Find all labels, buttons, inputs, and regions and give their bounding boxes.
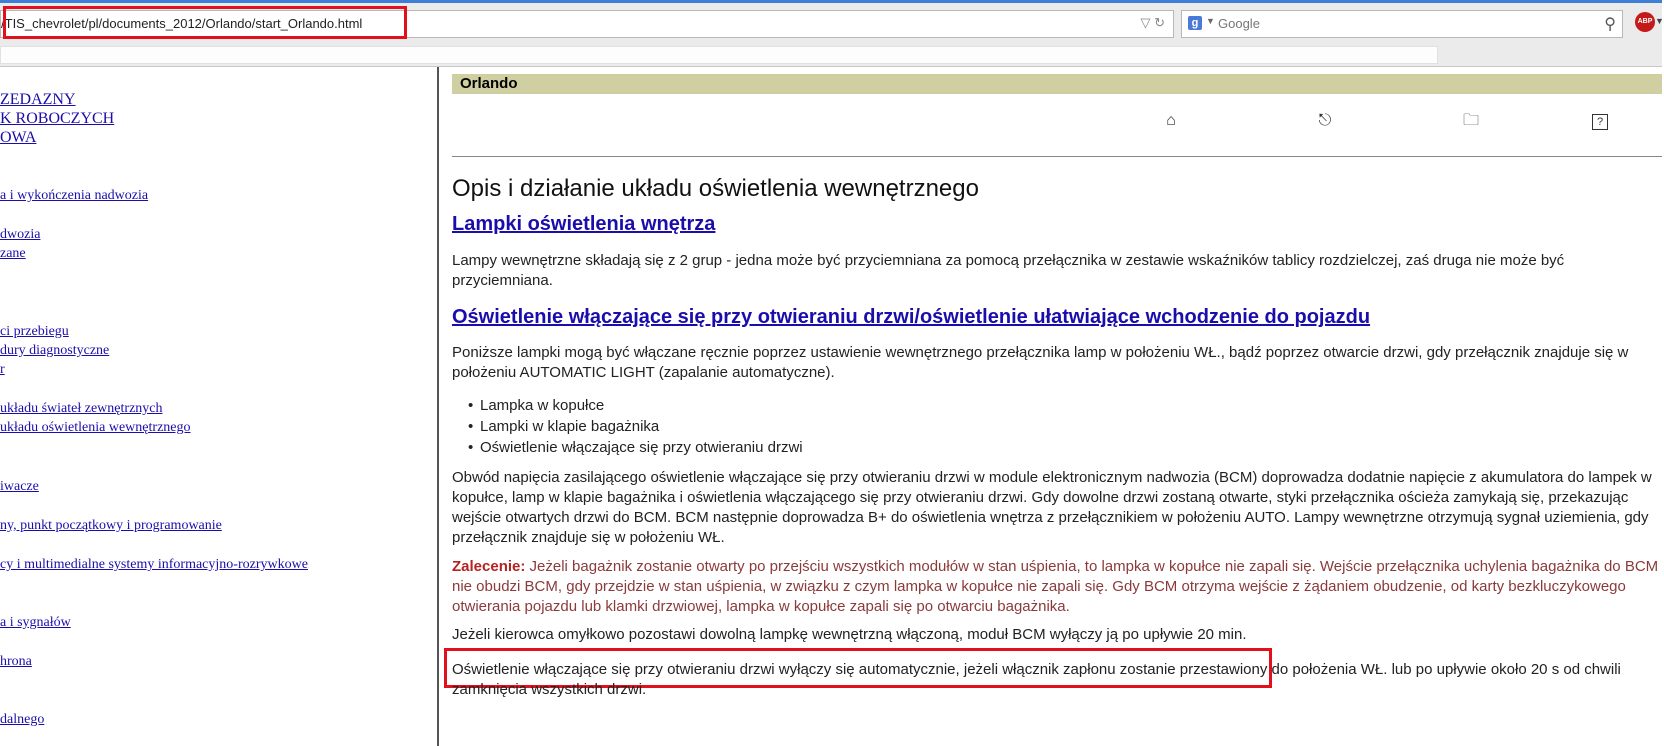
- paragraph: Lampy wewnętrzne składają się z 2 grup - jedna może być przyciemniana za pomocą przełącznika w zestawie wskaźników tablicy rozdzielczej, zaś druga nie może być przyciemniana.: [452, 252, 1565, 289]
- toc-link[interactable]: K ROBOCZYCH: [0, 110, 115, 127]
- document-title: Orlando: [460, 75, 518, 92]
- toc-link[interactable]: a i wykończenia nadwozia: [0, 188, 149, 203]
- toc-link[interactable]: ny, punkt początkowy i programowanie: [0, 518, 222, 533]
- list-item: • Lampka w kopułce: [468, 395, 803, 416]
- url-text: /TIS_chevrolet/pl/documents_2012/Orlando/start_Orlando.html: [1, 16, 363, 31]
- toc-link[interactable]: układu świateł zewnętrznych: [0, 401, 163, 416]
- paragraph: Poniższe lampki mogą być włączane ręcznie poprzez ustawienie wewnętrznego przełącznika lamp w położeniu WŁ., bądź poprzez otwarcie drzwi, gdy przełącznik znajduje się w położeniu AUTOMATIC LIGHT (zapalanie automatyczne).: [452, 344, 1629, 381]
- toc-link[interactable]: dury diagnostyczne: [0, 343, 110, 358]
- toc-link[interactable]: dalnego: [0, 712, 45, 727]
- toc-link[interactable]: układu oświetlenia wewnętrznego: [0, 420, 191, 435]
- page-heading: Opis i działanie układu oświetlenia wewnętrznego: [452, 175, 979, 202]
- recommendation-note: [452, 557, 1662, 617]
- url-highlight-box: [3, 6, 407, 39]
- help-icon[interactable]: ?: [1592, 114, 1608, 130]
- toc-link[interactable]: dwozia: [0, 227, 41, 242]
- content-frame: [439, 67, 1662, 746]
- window-accent-bar: [0, 0, 1662, 3]
- toc-link[interactable]: iwacze: [0, 479, 39, 494]
- document-title-bar: [452, 74, 1662, 94]
- toc-frame: [0, 67, 439, 746]
- reload-icon[interactable]: ▽ ↻: [1140, 15, 1165, 30]
- adblock-dropdown-icon[interactable]: ▼: [1655, 16, 1664, 26]
- section-link-entry-lighting[interactable]: Oświetlenie włączające się przy otwieraniu drzwi/oświetlenie ułatwiające wchodzenie do pojazdu: [452, 306, 1371, 328]
- toc-link[interactable]: hrona: [0, 654, 32, 669]
- note-text: Jeżeli bagażnik zostanie otwarty po przejściu wszystkich modułów w stan uśpienia, to lampka w kopułce nie zapali się. Wejście przełącznika uchylenia bagażnika do BCM nie obudzi BCM, gdy przejdzie w stan uśpienia, w związku z czym lampka w kopułce nie zapali się. Gdy BCM otrzyma wejście z żądaniem obudzenie, od karty bezkluczykowego otwierania pojazdu lub klamki drzwiowej, lampka w kopułce zapali się po otwarciu bagażnika.: [452, 558, 1659, 615]
- paragraph: Obwód napięcia zasilającego oświetlenie włączające się przy otwieraniu drzwi w module elektronicznym nadwozia (BCM) doprowadza dodatnie napięcie z akumulatora do lampek w kopułce, lamp w klapie bagażnika i oświetlenia włączającego się przy otwieraniu drzwi. Gdy dowolne drzwi zostaną otwarte, styki przełącznika ościeża zamykają się, przekazując wejście otwartych drzwi do BCM. BCM następnie doprowadza B+ do oświetlenia wnętrza z przełącznikiem w położeniu AUTO. Lampy wewnętrzne otrzymują sygnał uziemienia, gdy przełącznik znajduje się w położeniu WŁ.: [452, 469, 1652, 546]
- toc-link[interactable]: ZEDAZNY: [0, 91, 76, 108]
- bookmarks-bar: [0, 46, 1438, 64]
- section-link-interior-lamps[interactable]: Lampki oświetlenia wnętrza: [452, 213, 716, 235]
- sitemap-icon[interactable]: ⎋: [1318, 112, 1332, 129]
- note-label: Zalecenie:: [452, 558, 526, 575]
- paragraph: Oświetlenie włączające się przy otwieraniu drzwi wyłączy się automatycznie, jeżeli włącznik zapłonu zostanie przestawiony do położenia WŁ. lub po upływie około 20 s od chwili zamknięcia wszystkich drzwi.: [452, 661, 1621, 698]
- toc-link[interactable]: zane: [0, 246, 26, 261]
- toc-link[interactable]: r: [0, 362, 5, 377]
- toc-link[interactable]: OWA: [0, 129, 37, 146]
- search-input[interactable]: Google: [1218, 16, 1260, 31]
- toc-link[interactable]: ci przebiegu: [0, 324, 69, 339]
- google-logo-icon[interactable]: g: [1188, 16, 1202, 30]
- lamp-list: [468, 395, 803, 458]
- list-item: • Lampki w klapie bagażnika: [468, 416, 803, 437]
- search-icon[interactable]: ⚲: [1604, 16, 1616, 33]
- folder-icon[interactable]: 🗀: [1462, 112, 1479, 129]
- home-icon[interactable]: ⌂: [1166, 112, 1176, 129]
- highlighted-paragraph: Jeżeli kierowca omyłkowo pozostawi dowolną lampkę wewnętrzną włączoną, moduł BCM wyłączy ją po upływie 20 min.: [452, 626, 1247, 643]
- list-item: • Oświetlenie włączające się przy otwieraniu drzwi: [468, 437, 803, 458]
- search-engine-dropdown-icon[interactable]: ▼: [1206, 16, 1215, 26]
- search-bar[interactable]: [1181, 10, 1623, 38]
- toc-link[interactable]: a i sygnałów: [0, 615, 71, 630]
- toc-link[interactable]: cy i multimedialne systemy informacyjno-rozrywkowe: [0, 557, 308, 572]
- nav-toolbar: [452, 94, 1662, 157]
- adblock-icon[interactable]: ABP: [1635, 12, 1655, 32]
